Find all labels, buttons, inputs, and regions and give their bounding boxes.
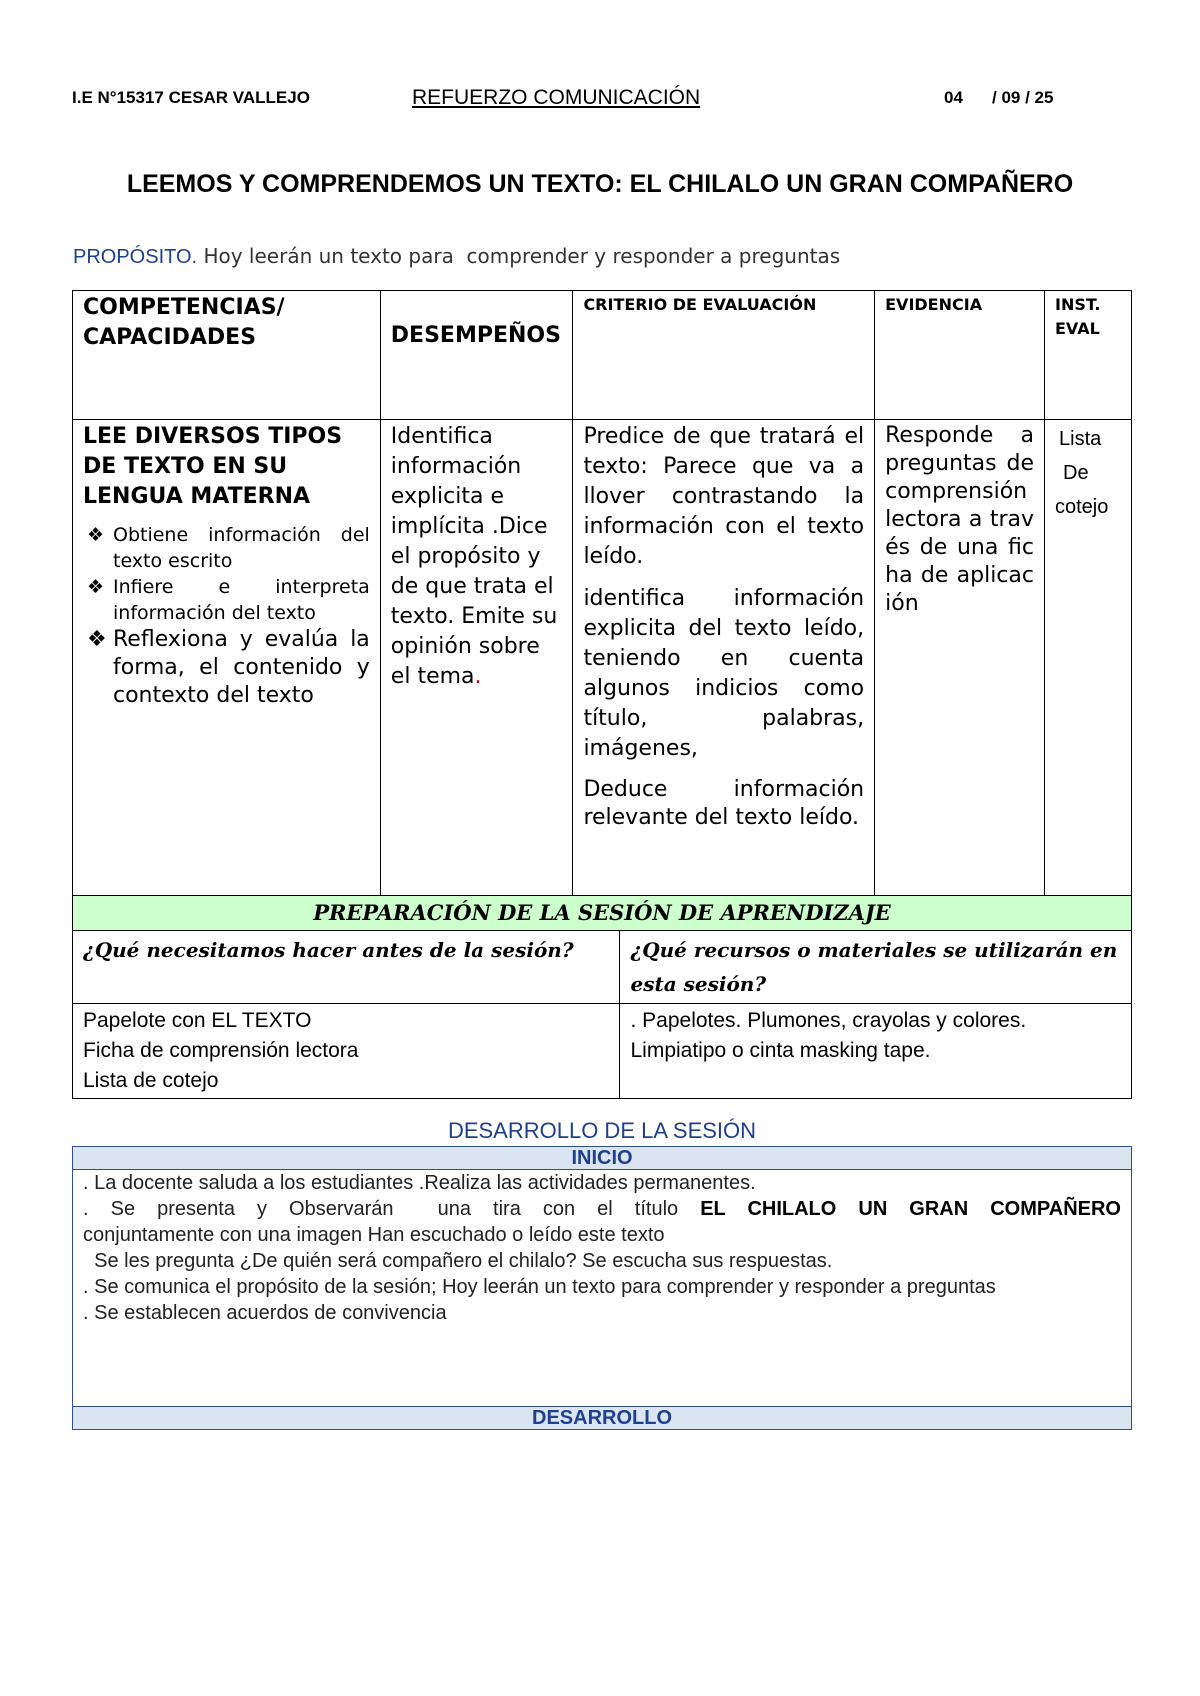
criterio-item: identifica información explicita del texto leído, teniendo en cuenta algunos indicios como título, palabras, imágenes, [583,586,865,761]
competencia-text: LEE DIVERSOS TIPOS DE TEXTO EN SU LENGUA MATERNA [83,424,343,509]
list-item: Ficha de comprensión lectora [83,1039,359,1062]
inicio-line: . Se presenta y Observarán una tira con el título EL CHILALO UN GRAN COMPAÑERO [83,1198,1121,1220]
evidencia-cell [875,420,1045,896]
question-before-session: ¿Qué necesitamos hacer antes de la sesión? [73,931,620,1004]
planning-header-row [73,291,1132,420]
school-name: I.E N°15317 CESAR VALLEJO [72,88,310,107]
subject-title: REFUERZO COMUNICACIÓN [412,86,701,109]
criterio-item: Predice de que tratará el texto: Parece que va a llover contrastando la información con el texto leído. [583,424,865,569]
resources-list [620,1004,1132,1099]
instrumento-line: De [1063,462,1089,484]
header-desempenos: DESEMPEÑOS [380,291,573,420]
capacidad-item: ❖ Obtiene información del texto escrito [87,524,370,572]
header-competencias: COMPETENCIAS/ CAPACIDADES [73,291,381,420]
page-title: LEEMOS Y COMPRENDEMOS UN TEXTO: EL CHILALO UN GRAN COMPAÑERO [126,170,1074,198]
list-item: Lista de cotejo [83,1069,219,1092]
planning-content-row [73,420,1132,896]
instrumento-cell [1045,420,1132,896]
inicio-line: . Se establecen acuerdos de convivencia [83,1302,447,1324]
diamond-bullet-icon: ❖ [87,576,105,598]
list-item: Papelote con EL TEXTO [83,1009,312,1032]
instrumento-line: Lista [1059,428,1102,450]
diamond-bullet-icon: ❖ [87,627,107,652]
date-day: 04 [944,88,963,107]
inicio-line: Se les pregunta ¿De quién será compañero el chilalo? Se escucha sus respuestas. [83,1250,833,1272]
inicio-line: conjuntamente con una imagen Han escuchado o leído este texto [83,1224,665,1246]
inicio-content [73,1170,1132,1407]
purpose-text: Hoy leerán un texto para comprender y responder a preguntas [197,244,841,268]
instrumento-line: cotejo [1055,496,1109,518]
list-item: Limpiatipo o cinta masking tape. [630,1039,931,1062]
inicio-line: . La docente saluda a los estudiantes .Realiza las actividades permanentes. [83,1172,756,1194]
preparation-title: PREPARACIÓN DE LA SESIÓN DE APRENDIZAJE [73,896,1132,931]
desempeno-end: . [474,664,482,689]
evidencia-text: Responde a preguntas de comprensión lectora a través de una ficha de aplicación [885,423,1034,616]
preparation-table [72,895,1132,1099]
before-session-list [73,1004,620,1099]
desempeno-text: Identifica información explicita e implícita .Dice el propósito y de que trata el texto. Emite su opinión sobre el tema [390,424,558,689]
question-resources: ¿Qué recursos o materiales se utilizarán en esta sesión? [620,931,1132,1004]
inicio-bar: INICIO [73,1147,1132,1170]
capacidades-list [83,522,370,710]
list-item: . Papelotes. Plumones, crayolas y colores. [630,1009,1027,1032]
purpose-label: PROPÓSITO. [73,246,198,268]
competencia-cell [73,420,381,896]
date-month-year: / 09 / 25 [992,88,1054,107]
header-evidencia: EVIDENCIA [875,291,1045,420]
criterio-item: Deduce información relevante del texto leído. [583,777,865,830]
session-title: DESARROLLO DE LA SESIÓN [447,1118,757,1143]
inicio-line: . Se comunica el propósito de la sesión; Hoy leerán un texto para comprender y responder a preguntas [83,1276,996,1298]
capacidad-item: ❖ Reflexiona y evalúa la forma, el contenido y contexto del texto [87,627,370,708]
header-inst-eval: INST. EVAL [1045,291,1132,420]
session-table [72,1146,1132,1430]
planning-table [72,290,1132,896]
diamond-bullet-icon: ❖ [87,524,105,546]
desarrollo-bar: DESARROLLO [73,1407,1132,1430]
desempeno-cell [380,420,573,896]
purpose-line [73,244,840,269]
criterio-cell [573,420,875,896]
header-criterio: CRITERIO DE EVALUACIÓN [573,291,875,420]
capacidad-item: ❖ Infiere e interpreta información del texto [87,576,370,624]
